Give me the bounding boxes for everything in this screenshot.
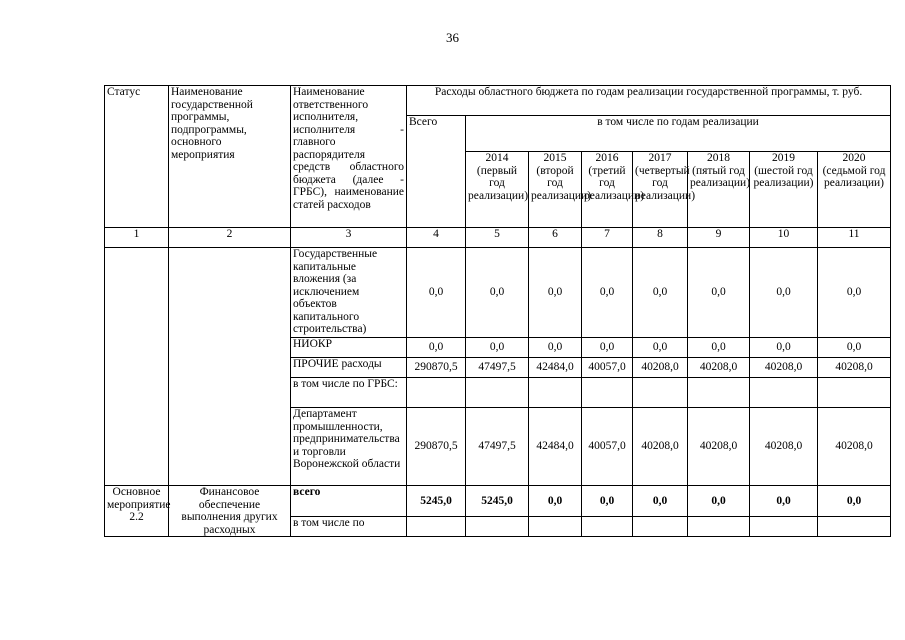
value-2014: 47497,5	[466, 358, 529, 378]
value-total: 0,0	[407, 338, 466, 358]
value-total: 5245,0	[407, 486, 466, 517]
table-row	[105, 486, 891, 517]
value-total: 0,0	[407, 248, 466, 338]
value-2016	[582, 516, 633, 536]
status-cell	[105, 248, 169, 486]
value-2019	[750, 516, 818, 536]
header-budget-title: Расходы областного бюджета по годам реализации государственной программы, т. руб.	[407, 86, 891, 116]
value-2016: 0,0	[582, 338, 633, 358]
page-number: 36	[446, 30, 459, 45]
value-2018: 40208,0	[688, 358, 750, 378]
column-number: 11	[818, 228, 891, 248]
value-2014: 0,0	[466, 338, 529, 358]
header-year-2016: 2016 (третий год реализации)	[582, 152, 633, 228]
row-label: Департамент промышленности, предпринимательства и торговли Воронежской области	[291, 408, 407, 486]
value-total: 290870,5	[407, 408, 466, 486]
main-measure-status: Основное мероприятие 2.2	[105, 486, 169, 537]
main-measure-name: Финансовое обеспечение выполнения других расходных	[169, 486, 291, 537]
row-label: в том числе по	[291, 516, 407, 536]
value-2015: 42484,0	[529, 408, 582, 486]
value-2016: 0,0	[582, 486, 633, 517]
header-year-2017: 2017 (четвертый год реализации)	[633, 152, 688, 228]
value-2019: 0,0	[750, 486, 818, 517]
value-2019: 40208,0	[750, 408, 818, 486]
header-status: Статус	[105, 86, 169, 228]
header-year-2018: 2018 (пятый год реализации)	[688, 152, 750, 228]
value-2018	[688, 516, 750, 536]
table-row	[105, 248, 891, 338]
value-2016	[582, 378, 633, 408]
row-label: всего	[291, 486, 407, 517]
header-by-years: в том числе по годам реализации	[466, 116, 891, 152]
value-2014: 47497,5	[466, 408, 529, 486]
column-number: 7	[582, 228, 633, 248]
value-2017	[633, 378, 688, 408]
value-2019: 0,0	[750, 338, 818, 358]
value-2017	[633, 516, 688, 536]
header-year-2014: 2014 (первый год реализации)	[466, 152, 529, 228]
value-2015: 0,0	[529, 248, 582, 338]
value-2015	[529, 516, 582, 536]
value-2014: 0,0	[466, 248, 529, 338]
value-2017: 40208,0	[633, 358, 688, 378]
value-2020: 0,0	[818, 338, 891, 358]
value-2017: 40208,0	[633, 408, 688, 486]
header-year-2019: 2019 (шестой год реализации)	[750, 152, 818, 228]
value-2017: 0,0	[633, 486, 688, 517]
value-total: 290870,5	[407, 358, 466, 378]
value-2019: 40208,0	[750, 358, 818, 378]
value-2020: 40208,0	[818, 408, 891, 486]
column-number: 6	[529, 228, 582, 248]
program-name-cell	[169, 248, 291, 486]
value-2020: 40208,0	[818, 358, 891, 378]
value-2018: 40208,0	[688, 408, 750, 486]
column-number: 1	[105, 228, 169, 248]
row-label: ПРОЧИЕ расходы	[291, 358, 407, 378]
column-number: 9	[688, 228, 750, 248]
value-2014	[466, 516, 529, 536]
value-2015: 0,0	[529, 486, 582, 517]
row-label: НИОКР	[291, 338, 407, 358]
value-2014: 5245,0	[466, 486, 529, 517]
header-year-2015: 2015 (второй год реализации)	[529, 152, 582, 228]
row-label: в том числе по ГРБС:	[291, 378, 407, 408]
header-total: Всего	[407, 116, 466, 228]
value-2016: 40057,0	[582, 358, 633, 378]
column-number: 3	[291, 228, 407, 248]
header-year-2020: 2020 (седьмой год реализации)	[818, 152, 891, 228]
value-2015: 0,0	[529, 338, 582, 358]
value-2017: 0,0	[633, 338, 688, 358]
value-2020	[818, 378, 891, 408]
value-2020: 0,0	[818, 248, 891, 338]
column-numbers-row	[105, 228, 891, 248]
value-total	[407, 516, 466, 536]
value-2018: 0,0	[688, 338, 750, 358]
column-number: 10	[750, 228, 818, 248]
header-program-name: Наименование государственной программы, подпрограммы, основного мероприятия	[169, 86, 291, 228]
value-2016: 0,0	[582, 248, 633, 338]
value-2016: 40057,0	[582, 408, 633, 486]
value-2018: 0,0	[688, 248, 750, 338]
value-2015: 42484,0	[529, 358, 582, 378]
value-total	[407, 378, 466, 408]
header-executor-name: Наименование ответственного исполнителя, исполнителя - главного распорядителя средств областного бюджета (далее - ГРБС), наименование статей расходов	[291, 86, 407, 228]
budget-table	[104, 85, 891, 537]
value-2017: 0,0	[633, 248, 688, 338]
value-2018	[688, 378, 750, 408]
column-number: 5	[466, 228, 529, 248]
value-2014	[466, 378, 529, 408]
value-2019	[750, 378, 818, 408]
row-label: Государственные капитальные вложения (за исключением объектов капитального строительства)	[291, 248, 407, 338]
value-2015	[529, 378, 582, 408]
column-number: 2	[169, 228, 291, 248]
value-2019: 0,0	[750, 248, 818, 338]
value-2018: 0,0	[688, 486, 750, 517]
value-2020: 0,0	[818, 486, 891, 517]
value-2020	[818, 516, 891, 536]
column-number: 8	[633, 228, 688, 248]
column-number: 4	[407, 228, 466, 248]
